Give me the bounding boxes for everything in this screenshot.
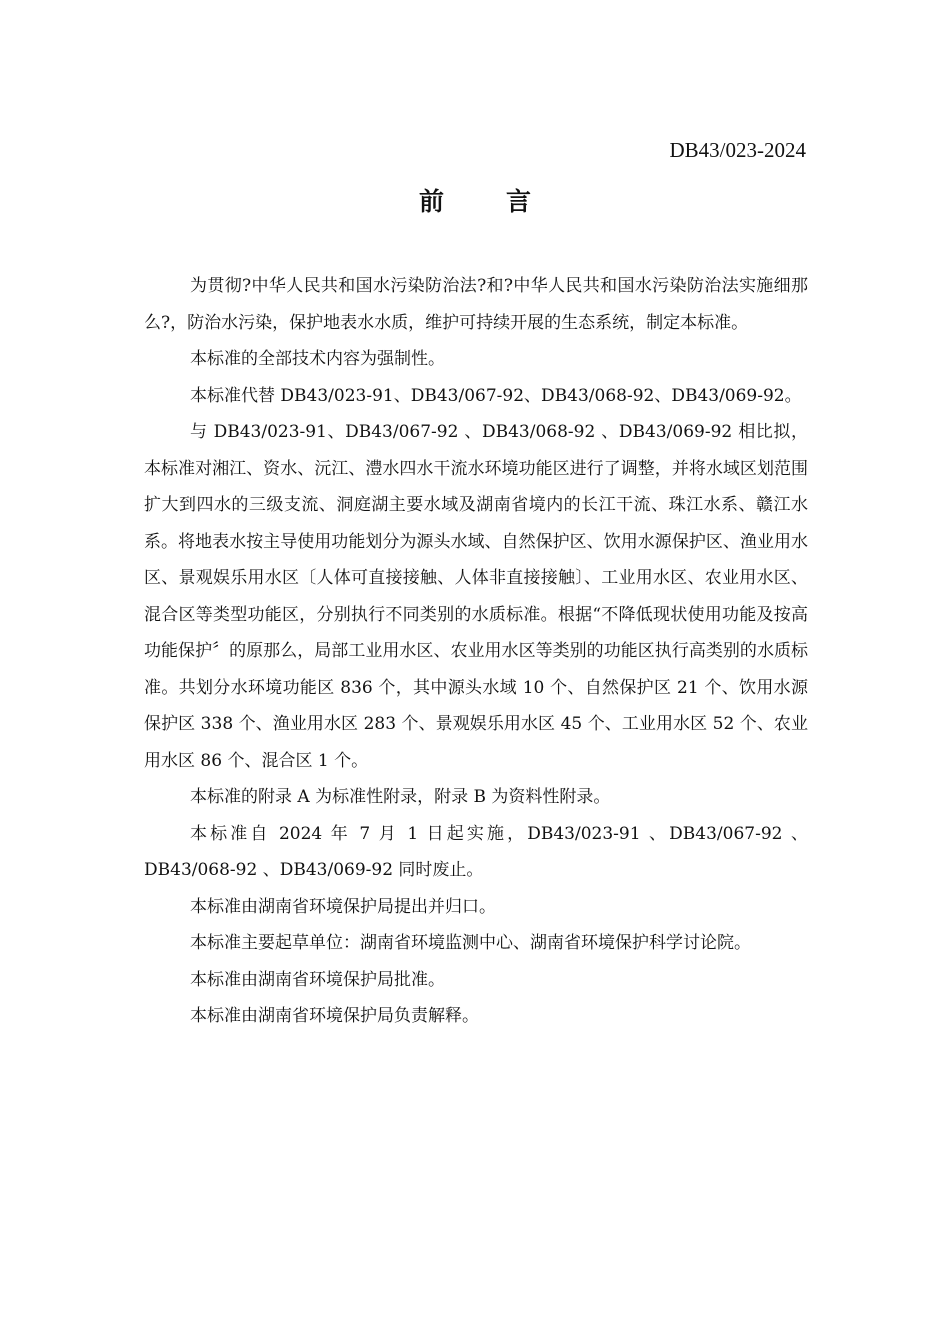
- document-code: DB43/023-2024: [669, 138, 806, 162]
- paragraph-changes: 与 DB43/023-91、DB43/067-92 、DB43/068-92 、DB43/069-92 相比拟，本标准对湘江、资水、沅江、澧水四水干流水环境功能区进行了调整，并将水域区划范围扩大到四水的三级支流、洞庭湖主要水域及湖南省境内的长江干流、珠江水系、赣江水系。将地表水按主导使用功能划分为源头水域、自然保护区、饮用水源保护区、渔业用水区、景观娱乐用水区〔人体可直接接触、人体非直接接触〕、工业用水区、农业用水区、混合区等类型功能区，分别执行不同类别的水质标准。根据“不降低现状使用功能及按高功能保护〞的原那么，局部工业用水区、农业用水区等类别的功能区执行高类别的水质标准。共划分水环境功能区 836 个，其中源头水域 10 个、自然保护区 21 个、饮用水源保护区 338 个、渔业用水区 283 个、景观娱乐用水区 45 个、工业用水区 52 个、农业用水区 86 个、混合区 1 个。: [144, 422, 808, 771]
- paragraph-effective-date: 本标准自 2024 年 7 月 1 日起实施，DB43/023-91 、DB43/067-92 、DB43/068-92 、DB43/069-92 同时废止。: [144, 823, 808, 880]
- paragraph-appendix: 本标准的附录 A 为标准性附录，附录 B 为资料性附录。: [190, 787, 611, 807]
- page-title: 前言: [418, 187, 593, 216]
- paragraph-drafters: 本标准主要起草单位：湖南省环境监测中心、湖南省环境保护科学讨论院。: [190, 933, 751, 953]
- paragraph-purpose: 为贯彻?中华人民共和国水污染防治法?和?中华人民共和国水污染防治法实施细那么?，防治水污染，保护地表水水质，维护可持续开展的生态系统，制定本标准。: [144, 276, 808, 333]
- paragraph-interpreter: 本标准由湖南省环境保护局负责解释。: [190, 1006, 479, 1026]
- paragraph-replaces: 本标准代替 DB43/023-91、DB43/067-92、DB43/068-92、DB43/069-92。: [190, 385, 802, 406]
- paragraph-proposer: 本标准由湖南省环境保护局提出并归口。: [190, 896, 496, 917]
- paragraph-mandatory: 本标准的全部技术内容为强制性。: [190, 349, 445, 369]
- paragraph-approver: 本标准由湖南省环境保护局批准。: [190, 969, 445, 990]
- document-body: [144, 268, 808, 1035]
